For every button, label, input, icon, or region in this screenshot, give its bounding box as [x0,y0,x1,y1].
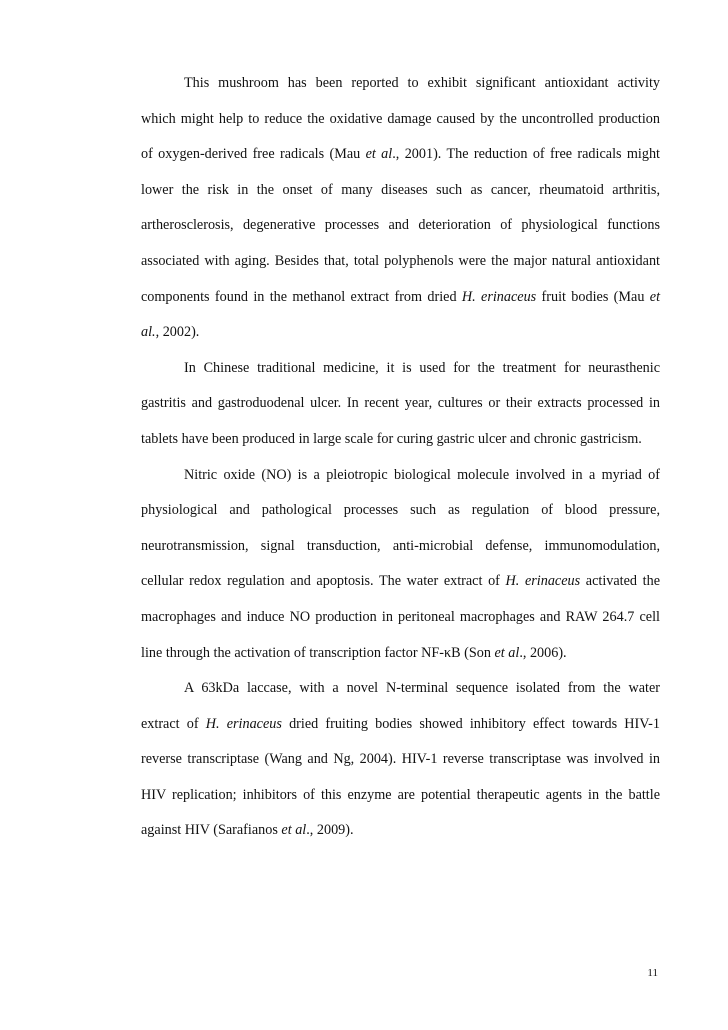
text-run: of oxygen-derived free radicals (Mau [141,146,366,163]
text-run: ., 2006). [519,644,567,661]
text-run: ., 2009). [306,822,354,839]
text-line [141,813,660,849]
italic-text: et al [281,822,307,839]
text-run: fruit bodies (Mau [536,288,650,305]
text-line [141,66,660,102]
text-run: reverse transcriptase (Wang and Ng, 2004). HIV-1 reverse transcriptase was involved in [141,751,660,768]
text-run: associated with aging. Besides that, total polyphenols were the major natural antioxidant [141,252,660,269]
text-line [141,102,660,138]
text-run: This mushroom has been reported to exhibit significant antioxidant activity [184,75,660,91]
text-line [141,600,660,636]
text-line [141,707,660,743]
italic-text: al. [141,324,156,341]
paragraph [141,458,660,672]
text-run: dried fruiting bodies showed inhibitory effect towards HIV-1 [281,715,660,732]
text-line [141,778,660,814]
paragraph [141,351,660,458]
text-run: lower the risk in the onset of many diseases such as cancer, rheumatoid arthritis, [141,181,660,198]
page-number: 11 [647,967,658,979]
text-run: artherosclerosis, degenerative processes and deterioration of physiological functions [141,217,660,234]
body-text [141,66,660,849]
text-run: ., 2001). The reduction of free radicals might [392,146,661,163]
text-line [141,280,660,316]
text-run: cellular redox regulation and apoptosis. The water extract of [141,573,506,590]
italic-text: et [649,288,661,305]
text-line [141,351,660,387]
text-run: HIV replication; inhibitors of this enzyme are potential therapeutic agents in the battle [141,786,660,803]
text-run: physiological and pathological processes such as regulation of blood pressure, [141,502,660,519]
text-line [141,315,660,351]
paragraph [141,671,660,849]
text-run: In Chinese traditional medicine, it is used for the treatment for neurasthenic [184,359,660,376]
text-line [141,458,660,494]
italic-text: H. erinaceus [461,288,537,305]
text-line [141,742,660,778]
text-line [141,636,660,672]
text-line [141,671,660,707]
text-line [141,208,660,244]
text-line [141,529,660,565]
text-line [141,386,660,422]
text-run: against HIV (Sarafianos [141,822,282,839]
text-line [141,564,660,600]
italic-text: H. erinaceus [205,715,282,732]
text-run: , 2002). [155,324,200,341]
text-run: components found in the methanol extract from dried [141,288,462,305]
text-run: tablets have been produced in large scale for curing gastric ulcer and chronic gastricism. [141,430,642,447]
text-line [141,422,660,458]
text-line [141,173,660,209]
text-run: A 63kDa laccase, with a novel N-terminal sequence isolated from the water [184,680,660,697]
text-run: which might help to reduce the oxidative damage caused by the uncontrolled production [141,110,660,127]
text-run: macrophages and induce NO production in peritoneal macrophages and RAW 264.7 cell [141,608,660,625]
paragraph [141,66,660,351]
text-line [141,244,660,280]
italic-text: et al [365,146,393,163]
text-run: extract of [141,715,206,732]
italic-text: H. erinaceus [505,573,581,590]
text-run: gastritis and gastroduodenal ulcer. In recent year, cultures or their extracts processed in [141,395,660,412]
italic-text: et al [494,644,520,661]
text-run: neurotransmission, signal transduction, anti-microbial defense, immunomodulation, [141,537,660,554]
text-line [141,493,660,529]
text-run: Nitric oxide (NO) is a pleiotropic biological molecule involved in a myriad of [184,466,660,483]
text-run: line through the activation of transcription factor NF-κB (Son [141,644,495,661]
text-run: activated the [580,573,660,590]
text-line [141,137,660,173]
